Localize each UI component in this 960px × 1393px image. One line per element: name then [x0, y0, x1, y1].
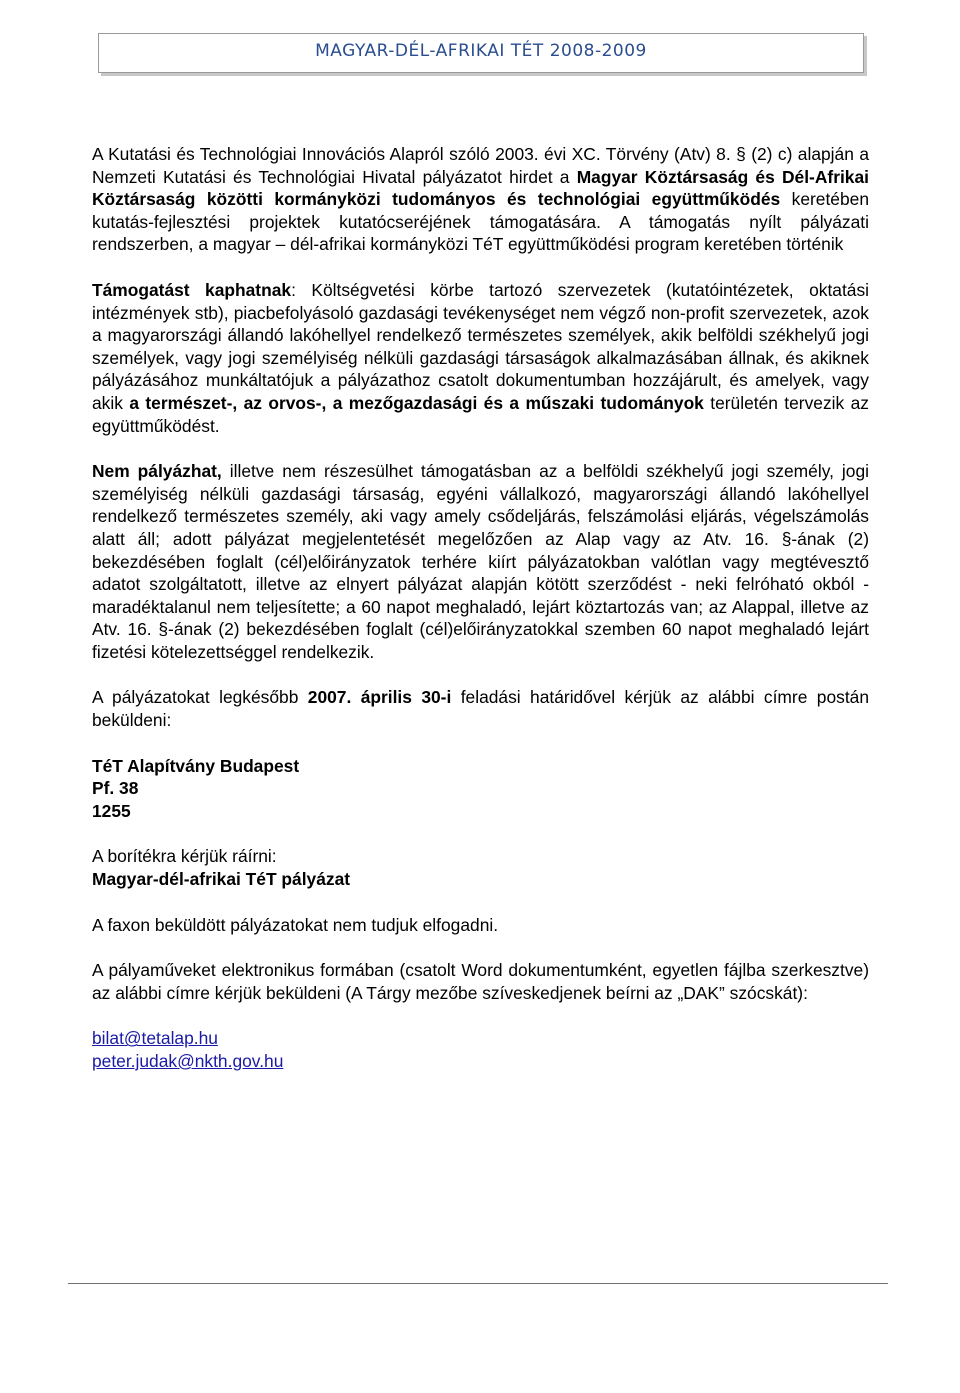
header-title: MAGYAR-DÉL-AFRIKAI TÉT 2008-2009 [315, 41, 647, 61]
address-line-3: 1255 [92, 800, 131, 821]
envelope-instruction: A borítékra kérjük ráírni: [92, 846, 277, 867]
postal-address [92, 755, 869, 823]
fax-note: A faxon beküldött pályázatokat nem tudjuk elfogadni. [92, 914, 499, 935]
electronic-paragraph: A pályaműveket elektronikus formában (csatolt Word dokumentumként, egyetlen fájlba szerkesztve) az alábbi címre kérjük beküldeni (A Tárgy mezőbe szíveskedjenek beírni az „DAK” szócskát): [92, 960, 869, 1003]
intro-program-name: Magyar Köztársaság és Dél-Afrikai Köztársaság közötti kormányközi tudományos és technológiai együttműködés [92, 166, 869, 210]
intro-text-2: keretében kutatás-fejlesztési projektek kutatócseréjének támogatására. A támogatás nyílt pályázati rendszerben, a magyar – dél-afrikai kormányközi TéT együttműködési program keretében történik [92, 189, 869, 255]
ineligible-label: Nem pályázhat, [92, 461, 222, 482]
envelope-label: Magyar-dél-afrikai TéT pályázat [92, 869, 351, 890]
eligible-text-1: : Költségvetési körbe tartozó szervezetek (kutatóintézetek, oktatási intézmények stb), piacbefolyásoló gazdasági tevékenységet nem végző non-profit szervezetek, azok a magyarországi állandó lakóhellyel rendelkező természetes személyek, akik belföldi székhelyű jogi személyek, vagy jogi személyiség nélküli gazdasági társaságok alkalmazásában állnak, és akiknek pályázásához munkáltatójuk a pályázathoz csatolt dokumentumban hozzájárult, és amelyek, vagy akik [92, 279, 870, 413]
address-line-2: Pf. 38 [92, 778, 139, 799]
email-link-bilat[interactable]: bilat@tetalap.hu [92, 1028, 218, 1049]
ineligible-text: illetve nem részesülhet támogatásban az a belföldi székhelyű jogi személy, jogi személyiség nélküli gazdasági társaság, egyéni vállalkozó, magyarországi állandó lakóhellyel rendelkező természetes személy, aki vagy amely csődeljárás, felszámolási eljárás, végelszámolás alatt áll; adott pályázat megjelentetését megelőzően az Alap vagy az Atv. 16. §-ának (2) bekezdésében foglalt (cél)előirányzatok terhére kiírt pályázatokban valótlan vagy megtévesztő adatot szolgáltatott, illetve az elnyert pályázat alapján kötött szerződést - neki felróható okból - maradéktalanul nem teljesítette; a 60 napot meghaladó, lejárt köztartozás van; az Alappal, illetve az Atv. 16. §-ának (2) bekezdésében foglalt (cél)előirányzatokkal szemben 60 napot meghaladó lejárt fizetési kötelezettséggel rendelkezik. [92, 461, 869, 662]
deadline-text-2: feladási határidővel kérjük az alábbi címre postán beküldeni: [92, 687, 869, 731]
email-list [92, 1027, 869, 1072]
header-box [98, 33, 864, 73]
ineligible-paragraph [92, 460, 869, 663]
intro-paragraph [92, 143, 869, 256]
eligible-fields: a természet-, az orvos-, a mezőgazdasági és a műszaki tudományok [129, 392, 704, 413]
email-link-judak[interactable]: peter.judak@nkth.gov.hu [92, 1051, 284, 1071]
deadline-text-1: A pályázatokat legkésőbb [92, 687, 308, 708]
envelope-block [92, 845, 869, 890]
deadline-paragraph [92, 686, 869, 731]
footer-divider [68, 1283, 888, 1284]
eligible-text-2: területén tervezik az együttműködést. [92, 392, 869, 436]
document-body [92, 143, 869, 1073]
intro-text-1: A Kutatási és Technológiai Innovációs Alapról szóló 2003. évi XC. Törvény (Atv) 8. § (2) c) alapján a Nemzeti Kutatási és Technológiai Hivatal pályázatot hirdet a [92, 144, 869, 187]
eligible-paragraph [92, 279, 869, 437]
address-line-1: TéT Alapítvány Budapest [92, 755, 300, 776]
deadline-date: 2007. április 30-i [307, 687, 452, 708]
eligible-label: Támogatást kaphatnak [92, 279, 292, 300]
